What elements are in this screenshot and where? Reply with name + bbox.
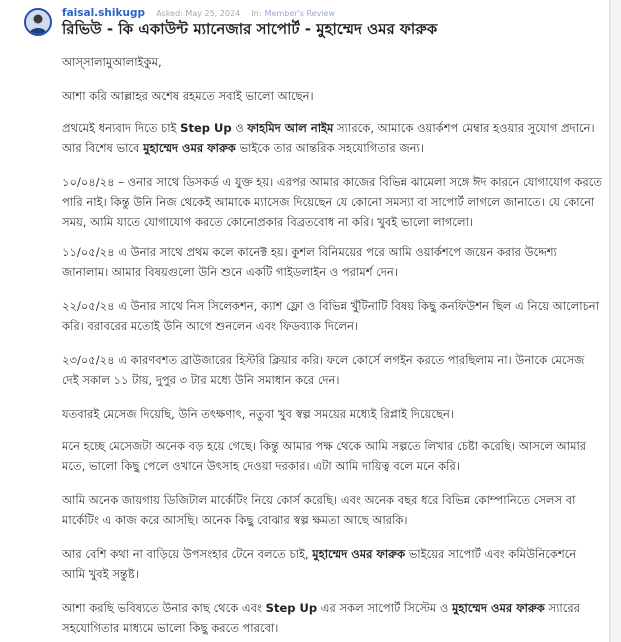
paragraph-2: আশা করি আল্লাহর অশেষ রহমতে সবাই ভালো আছেন। — [62, 89, 314, 103]
post-title[interactable]: রিভিউ - কি একাউন্ট ম্যানেজার সাপোর্ট - মুহাম্মেদ ওমর ফারুক — [62, 20, 438, 38]
greeting: আস্সালামুআলাইকুম, — [62, 55, 162, 69]
paragraph-7: ২৩/০৫/২৪ এ কারণবশত ব্রাউজারের হিস্টরি ক্লিয়ার করি। ফলে কোর্সে লগইন করতে পারছিলাম না। উনাকে মেসেজ দেই সকাল ১১ টায়, দুপুর ৩ টার মধ্যে উনি সমাধান করে দেন। — [62, 353, 585, 387]
username-link[interactable]: faisal.shikugp — [62, 7, 145, 19]
avatar[interactable] — [24, 8, 52, 36]
bold-name: মুহাম্মেদ ওমর ফারুক — [452, 601, 545, 615]
paragraph-4: ১০/০৪/২৪ – ওনার সাথে ডিসকর্ড এ যুক্ত হয়। এরপর আমার কাজের বিভিন্ন ঝামেলা সঙ্গে ঈদ কারনে যোগাযোগ করতে পারি নাই। কিন্তু উনি নিজ থেকেই আমাকে ম্যাসেজ দিয়েছেন যে কোনো সমস্যা বা সাপোর্ট লাগলে জানাতে। যে কোনো সময়, আমি যাতে যোগাযোগ করতে কোনোপ্রকার বিব্রতবোধ না করি। খুবই ভালো লাগলো। — [62, 175, 602, 229]
paragraph-6: ২২/০৫/২৪ এ উনার সাথে নিস সিলেকশন, ক্যাশ ফ্লো ও বিভিন্ন খুঁটিনাটি বিষয় কিছু কনফিউশন ছিল এ নিয়ে আলোচনা করি। বরাবরের মতোই উনি আগে শুনলেন এবং ফিডব্যাক দিলেন। — [62, 299, 599, 333]
bold-name: মুহাম্মেদ ওমর ফারুক — [312, 547, 406, 561]
asked-date: Asked: May 25, 2024 — [156, 9, 241, 18]
bold-step-up: Step Up — [265, 601, 318, 615]
paragraph-3: প্রথমেই ধন্যবাদ দিতে চাই Step Up ও ফাহমিদ আল নাইম স্যারকে, আমাকে ওয়ার্কশপ মেম্বার হওয়ার সুযোগ প্রদানে। আর বিশেষ ভাবে মুহাম্মেদ ওমর ফারুক ভাইকে তার আন্তরিক সহযোগিতার জন্য। — [62, 121, 595, 155]
page-scrollbar[interactable] — [610, 0, 621, 642]
paragraph-12: আশা করছি ভবিষ্যতে উনার কাছ থেকে এবং Step Up এর সকল সাপোর্ট সিস্টেম ও মুহাম্মেদ ওমর ফারুক স্যারের সহযোগিতার মাধ্যমে ভালো কিছু করতে পারবো। — [62, 601, 581, 635]
paragraph-10: আমি অনেক জায়গায় ডিজিটাল মার্কেটিং নিয়ে কোর্স করেছি। এবং অনেক বছর ধরে বিভিন্ন কোম্পানিতে সেলস বা মার্কেটিং এ কাজ করে আসছি। অনেক কিছু বোঝার স্বল্প ক্ষমতা আছে আরকি। — [62, 493, 576, 527]
bold-step-up: Step Up — [180, 121, 232, 135]
paragraph-11: আর বেশি কথা না বাড়িয়ে উপসংহার টেনে বলতে চাই, মুহাম্মেদ ওমর ফারুক ভাইয়ের সাপোর্ট এবং কমিউনিকেশনে আমি খুবই সন্তুষ্ট। — [62, 547, 577, 581]
paragraph-5: ১১/০৫/২৪ এ উনার সাথে প্রথম কলে কানেক্ট হয়। কুশল বিনিময়ের পরে আমি ওয়ার্কশপে জয়েন করার উদ্দেশ্য জানালাম। আমার বিষয়গুলো উনি শুনে একটি গাইডলাইন ও পরামর্শ দেন। — [62, 245, 557, 279]
post-header — [24, 6, 595, 44]
bold-name: ফাহমিদ আল নাইম — [247, 121, 334, 135]
paragraph-9: মনে হচ্ছে মেসেজটা অনেক বড় হয়ে গেছে। কিন্তু আমার পক্ষ থেকে আমি সল্পতে লিখার চেষ্টা করেছি। আসলে আমার মতে, ভালো কিছু পেলে ওখানে উৎসাহ দেওয়া দরকার। এটা আমি দায়িত্ব বলে মনে করি। — [62, 439, 587, 473]
user-avatar-icon — [26, 10, 50, 34]
bold-name: মুহাম্মেদ ওমর ফারুক — [143, 141, 236, 155]
category-link[interactable]: Member's Review — [264, 9, 335, 18]
paragraph-8: যতবারই মেসেজ দিয়েছি, উনি তৎক্ষণাৎ, নতুবা খুব স্বল্প সময়ের মধ্যেই রিপ্লাই দিয়েছেন। — [62, 407, 454, 421]
in-label: In: — [251, 9, 262, 18]
